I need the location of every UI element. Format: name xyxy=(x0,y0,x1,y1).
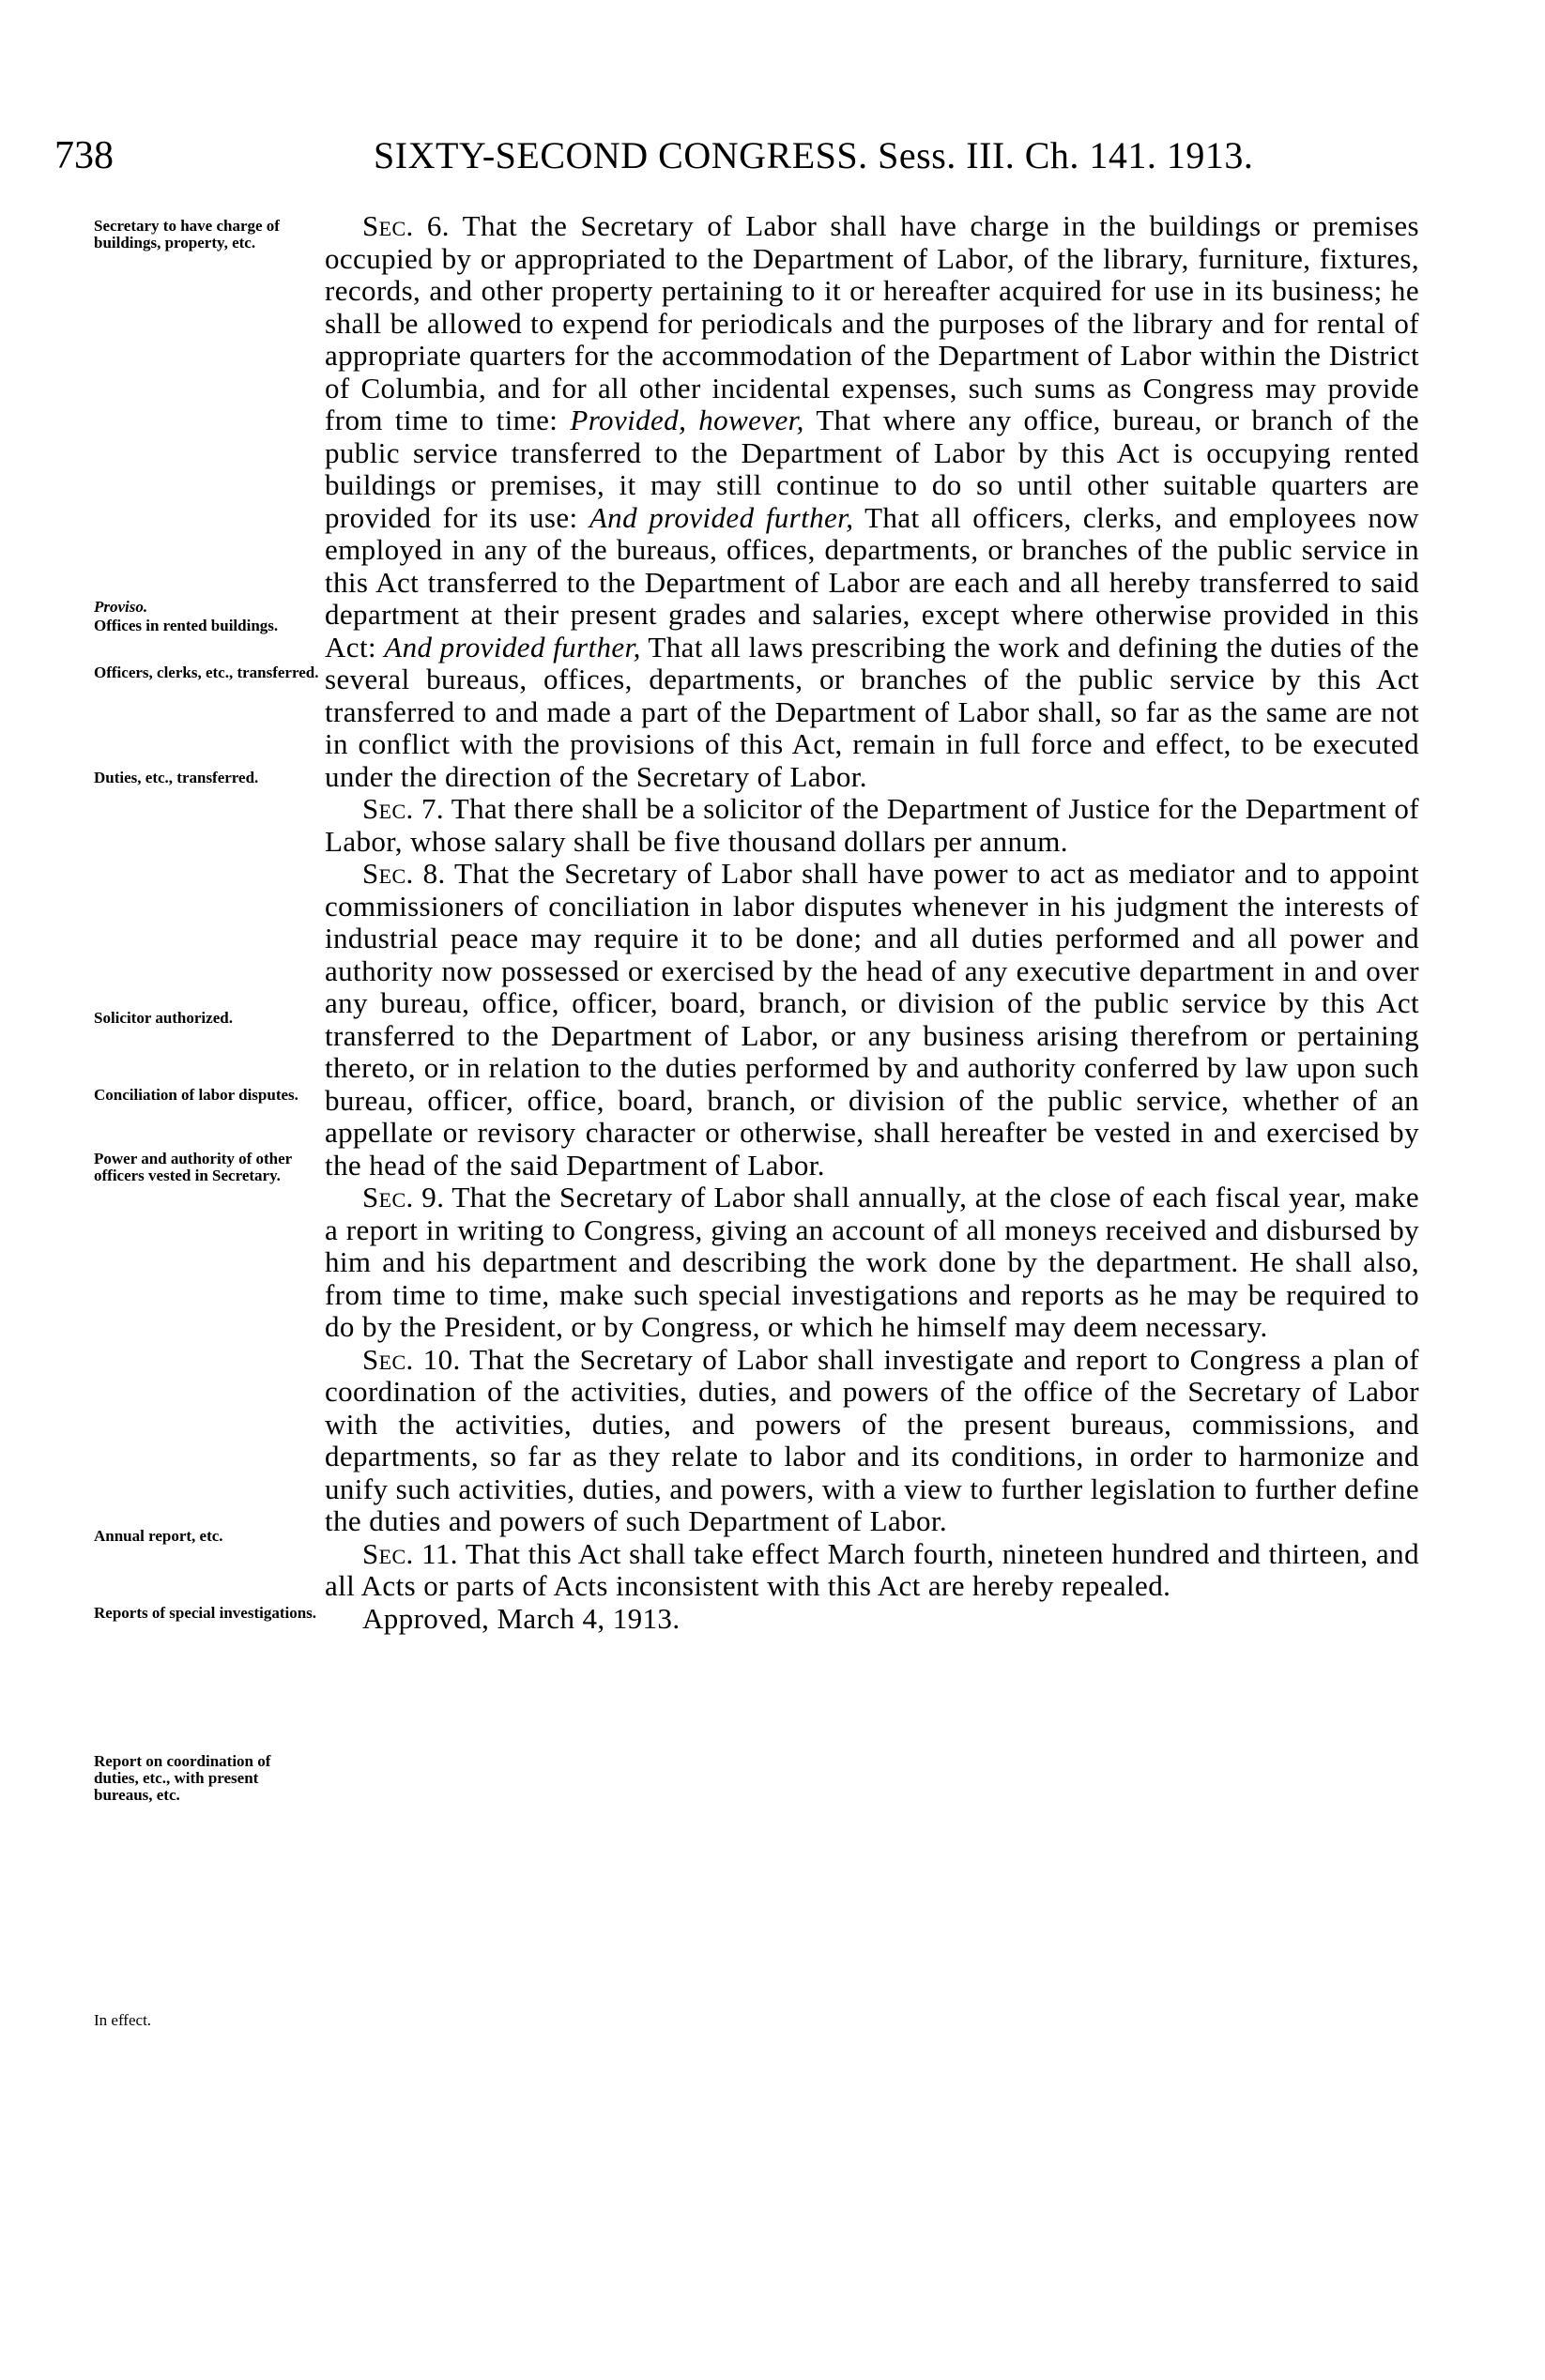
section-8 xyxy=(325,858,1419,1182)
section-7 xyxy=(325,793,1419,858)
margin-note: Conciliation of labor disputes. xyxy=(94,1086,298,1104)
section-text: That the Secretary of Labor shall investigate and report to Congress a plan of coordination of the activities, duties, and powers of the office of the Secretary of Labor with the activities, duties, and powers of the present bureaus, commissions, and departments, so far as they relate to labor and its conditions, in order to harmonize and unify such activities, duties, and powers, with a view to further legislation to further define the duties and powers of such Department of Labor. xyxy=(325,1342,1419,1537)
margin-note: Reports of special investigations. xyxy=(94,1604,317,1622)
section-10 xyxy=(325,1344,1419,1538)
section-label: Sec. 7. xyxy=(362,792,445,825)
section-text: That all officers, clerks, and employees now employed in any of the bureaus, offices, departments, or branches of the public service in this Act transferred to the Department of Labor are each and all hereby transferred to said department at their present grades and salaries, except where otherwise provided in this Act: xyxy=(325,500,1420,664)
running-title: SIXTY-SECOND CONGRESS. Sess. III. Ch. 141. 1913. xyxy=(374,134,1254,176)
section-11 xyxy=(325,1538,1419,1603)
margin-note: Duties, etc., transferred. xyxy=(94,769,259,786)
section-label: Sec. 11. xyxy=(362,1536,458,1570)
proviso-label: And provided further, xyxy=(589,500,854,534)
page-header xyxy=(54,128,1415,184)
margin-note: Power and authority of other officers vested in Secretary. xyxy=(94,1150,292,1184)
margin-note: Solicitor authorized. xyxy=(94,1009,233,1027)
section-label: Sec. 8. xyxy=(362,857,446,890)
section-label: Sec. 10. xyxy=(362,1342,461,1376)
approval-line: Approved, March 4, 1913. xyxy=(362,1601,681,1635)
proviso-label: Provided, however, xyxy=(570,404,804,436)
statute-body xyxy=(325,210,1419,1635)
margin-note: In effect. xyxy=(94,2011,152,2029)
section-text: That all laws prescribing the work and defining the duties of the several bureaus, offices, departments, or branches of the public service by this Act transferred to and made a part of the Department of Labor shall, so far as the same are not in conflict with the provisions of this Act, remain in full force and effect, to be executed under the direction of the Secretary of Labor. xyxy=(325,630,1420,793)
section-label: Sec. 6. xyxy=(362,209,450,242)
section-9 xyxy=(325,1182,1419,1344)
section-text: That where any office, bureau, or branch of the public service transferred to the Department of Labor by this Act is occupying rented buildings or premises, it may still continue to do so until other suitable quarters are provided for its use: xyxy=(325,404,1420,534)
proviso-label: And provided further, xyxy=(384,630,641,664)
margin-note: Officers, clerks, etc., transferred. xyxy=(94,664,319,681)
margin-note: Report on coordination of duties, etc., with present bureaus, etc. xyxy=(94,1752,271,1804)
section-text: That the Secretary of Labor shall annually, at the close of each fiscal year, make a report in writing to Congress, giving an account of all moneys received and disbursed by him and his department and describing the work done by the department. He shall also, from time to time, make such special investigations and reports as he may be required to do by the President, or by Congress, or which he himself may deem necessary. xyxy=(325,1181,1420,1343)
section-label: Sec. 9. xyxy=(362,1181,445,1213)
section-text: That this Act shall take effect March fourth, nineteen hundred and thirteen, and all Acts or parts of Acts inconsistent with this Act are hereby repealed. xyxy=(325,1536,1419,1602)
margin-note: Secretary to have charge of buildings, property, etc. xyxy=(94,217,280,252)
page-number: 738 xyxy=(54,134,114,177)
section-text: That the Secretary of Labor shall have power to act as mediator and to appoint commissioners of conciliation in labor disputes whenever in his judgment the interests of industrial peace may require it to be done; and all duties performed and all power and authority now possessed or exercised by the head of any executive department in and over any bureau, office, officer, board, branch, or division of the public service by this Act transferred to the Department of Labor, or any business arising therefrom or pertaining thereto, or in relation to the duties performed by and authority conferred by law upon such bureau, officer, office, board, branch, or division of the public service, whether of an appellate or revisory character or otherwise, shall hereafter be vested in and exercised by the head of the said Department of Labor. xyxy=(325,857,1420,1182)
section-text: That the Secretary of Labor shall have charge in the buildings or premises occupied by or appropriated to the Department of Labor, of the library, furniture, fixtures, records, and other property pertaining to it or hereafter acquired for use in its business; he shall be allowed to expend for periodicals and the purposes of the library and for rental of appropriate quarters for the accommodation of the Department of Labor within the District of Columbia, and for all other incidental expenses, such sums as Congress may provide from time to time: xyxy=(325,209,1419,436)
margin-note: Offices in rented buildings. xyxy=(94,617,279,634)
margin-note-proviso: Proviso. xyxy=(94,598,148,616)
section-text: That there shall be a solicitor of the Department of Justice for the Department of Labor, whose salary shall be five thousand dollars per annum. xyxy=(325,792,1420,858)
section-6 xyxy=(325,210,1419,793)
margin-note: Annual report, etc. xyxy=(94,1527,223,1545)
